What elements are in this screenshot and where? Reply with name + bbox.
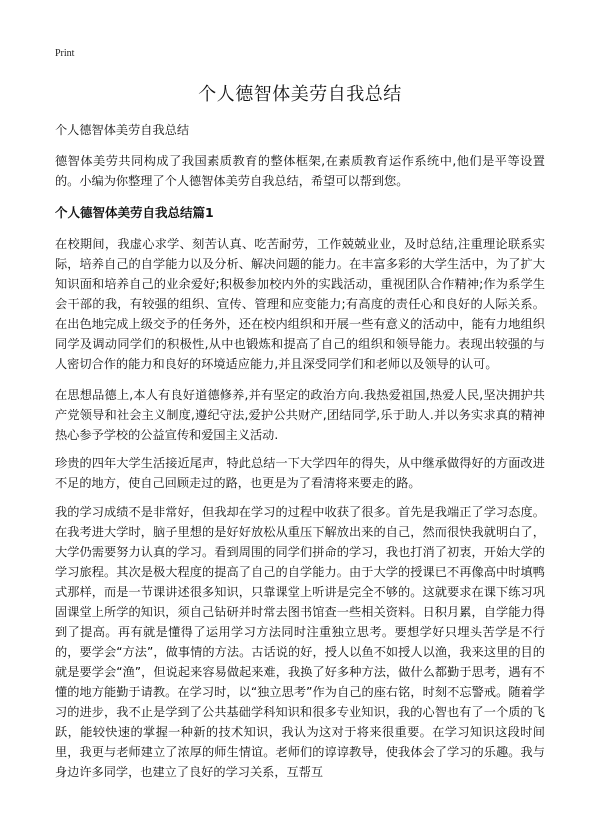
document-title: 个人德智体美劳自我总结 bbox=[198, 84, 402, 105]
paragraph-3: 珍贵的四年大学生活接近尾声，特此总结一下大学四年的得失，从中继承做得好的方面改进不足的地方，使自己回顾走过的路，也更是为了看清将来要走的路。 bbox=[55, 456, 545, 490]
document-subtitle: 个人德智体美劳自我总结 bbox=[55, 123, 190, 137]
intro-paragraph: 德智体美劳共同构成了我国素质教育的整体框架,在素质教育运作系统中,他们是平等设置的。小编为你整理了个人德智体美劳自我总结，希望可以帮到您。 bbox=[55, 154, 545, 188]
paragraph-2: 在思想品德上,本人有良好道德修养,并有坚定的政治方向.我热爱祖国,热爱人民,坚决拥护共产党领导和社会主义制度,遵纪守法,爱护公共财产,团结同学,乐于助人.并以务实求真的精神热心参予学校的公益宣传和爱国主义活动. bbox=[55, 388, 545, 442]
section-heading: 个人德智体美劳自我总结篇1 bbox=[55, 205, 214, 220]
print-link[interactable]: Print bbox=[55, 48, 75, 59]
paragraph-1: 在校期间，我虚心求学、刻苦认真、吃苦耐劳，工作兢兢业业，及时总结,注重理论联系实际，培养自己的自学能力以及分析、解决问题的能力。在丰富多彩的大学生活中，为了扩大知识面和培养自己的业余爱好;积极参加校内外的实践活动，重视团队合作精神;作为系学生会干部的我，有较强的组织、宣传、管理和应变能力;有高度的责任心和良好的人际关系。在出色地完成上级交予的任务外，还在校内组织和开展一些有意义的活动中，能有力地组织同学及调动同学们的积极性,从中也锻炼和提高了自己的组织和领导能力。表现出较强的与人密切合作的能力和良好的环境适应能力,并且深受同学们和老师以及领导的认可。 bbox=[55, 237, 545, 371]
paragraph-4: 我的学习成绩不是非常好，但我却在学习的过程中收获了很多。首先是我端正了学习态度。在我考进大学时，脑子里想的是好好放松从重压下解放出来的自己，然而很快我就明白了，大学仍需要努力认真的学习。看到周围的同学们拼命的学习，我也打消了初衷，开始大学的学习旅程。其次是极大程度的提高了自己的自学能力。由于大学的授课已不再像高中时填鸭式那样，而是一节课讲述很多知识，只靠课堂上听讲是完全不够的。这就要求在课下练习巩固课堂上所学的知识，须自己钻研并时常去图书馆查一些相关资料。日积月累，自学能力得到了提高。再有就是懂得了运用学习方法同时注重独立思考。要想学好只埋头苦学是不行的，要学会“方法”，做事情的方法。古话说的好，授人以鱼不如授人以渔，我来这里的目的就是要学会“渔”，但说起来容易做起来难，我换了好多种方法，做什么都勤于思考，遇有不懂的地方能勤于请教。在学习时，以“独立思考”作为自己的座右铭，时刻不忘警戒。随着学习的进步，我不止是学到了公共基础学科知识和很多专业知识，我的心智也有了一个质的飞跃，能较快速的掌握一种新的技术知识，我认为这对于将来很重要。在学习知识这段时间里，我更与老师建立了浓厚的师生情谊。老师们的谆谆教导，使我体会了学习的乐趣。我与身边许多同学，也建立了良好的学习关系，互帮互 bbox=[55, 505, 545, 779]
